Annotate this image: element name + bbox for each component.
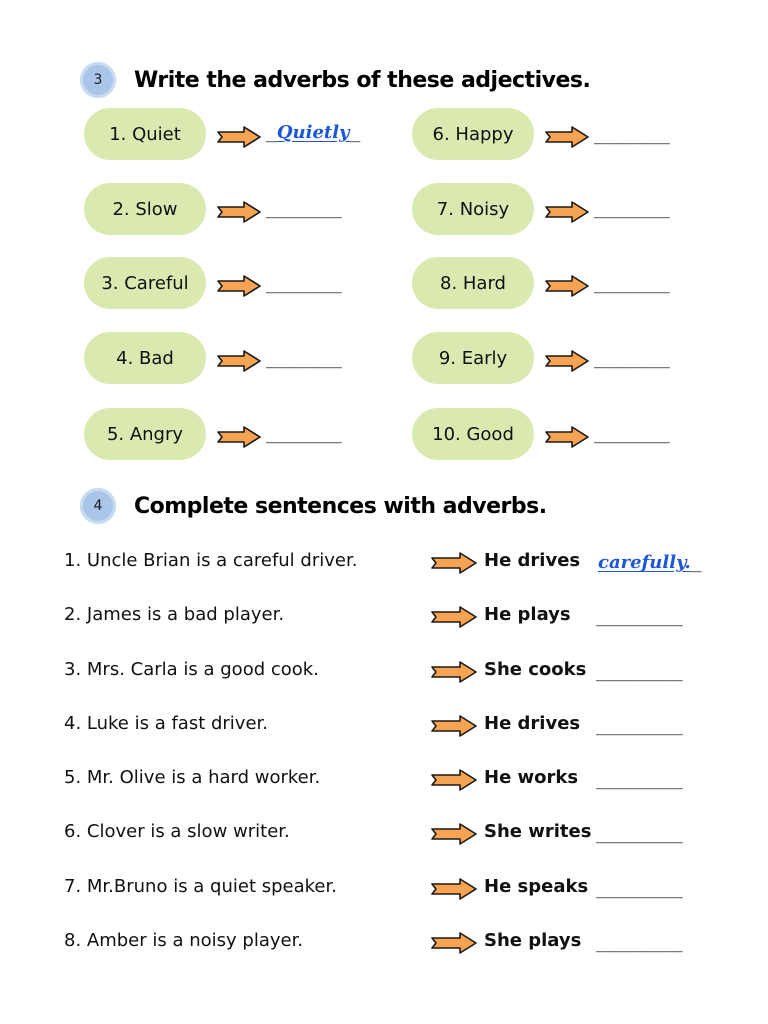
- prompt-text: He drives: [484, 550, 581, 571]
- handwritten-answer: carefully.: [598, 552, 691, 573]
- right-arrow-icon: [544, 274, 590, 298]
- adjective-pill: 3. Careful: [84, 257, 206, 309]
- right-arrow-icon: [430, 768, 478, 792]
- answer-blank[interactable]: _______: [594, 198, 670, 219]
- right-arrow-icon: [544, 349, 590, 373]
- answer-blank[interactable]: _______: [594, 423, 670, 444]
- answer-blank[interactable]: _______: [266, 348, 342, 369]
- right-arrow-icon: [216, 274, 262, 298]
- adjective-pill: 1. Quiet: [84, 108, 206, 160]
- answer-blank[interactable]: _______: [594, 124, 670, 145]
- answer-line[interactable]: [598, 552, 702, 573]
- prompt-text: She writes: [484, 821, 592, 842]
- right-arrow-icon: [430, 931, 478, 955]
- sentence: 3. Mrs. Carla is a good cook.: [64, 659, 319, 680]
- sentence: 1. Uncle Brian is a careful driver.: [64, 550, 358, 571]
- right-arrow-icon: [544, 200, 590, 224]
- prompt-text: He plays: [484, 604, 571, 625]
- answer-line[interactable]: [266, 122, 360, 143]
- sentence: 5. Mr. Olive is a hard worker.: [64, 767, 321, 788]
- prompt-text: He speaks: [484, 876, 589, 897]
- answer-blank[interactable]: ________: [596, 715, 683, 736]
- right-arrow-icon: [430, 660, 478, 684]
- section-number-badge: 3: [80, 62, 116, 98]
- adjective-pill: 7. Noisy: [412, 183, 534, 235]
- adjective-pill: 4. Bad: [84, 332, 206, 384]
- sentence: 2. James is a bad player.: [64, 604, 285, 625]
- answer-blank[interactable]: ________: [596, 769, 683, 790]
- section-number-badge: 4: [80, 488, 116, 524]
- sentence: 8. Amber is a noisy player.: [64, 930, 304, 951]
- answer-blank[interactable]: _______: [266, 273, 342, 294]
- answer-blank[interactable]: ________: [596, 878, 683, 899]
- section-title: Write the adverbs of these adjectives.: [134, 67, 591, 93]
- right-arrow-icon: [430, 877, 478, 901]
- right-arrow-icon: [544, 425, 590, 449]
- right-arrow-icon: [430, 714, 478, 738]
- sentence: 6. Clover is a slow writer.: [64, 821, 290, 842]
- blank-suffix: _: [349, 122, 361, 143]
- blank-prefix: _: [266, 122, 277, 143]
- right-arrow-icon: [430, 605, 478, 629]
- handwritten-answer: Quietly: [276, 122, 350, 143]
- sentence: 7. Mr.Bruno is a quiet speaker.: [64, 876, 337, 897]
- answer-blank[interactable]: _______: [266, 423, 342, 444]
- section-4-header: [80, 488, 547, 524]
- answer-blank[interactable]: _______: [594, 273, 670, 294]
- adjective-pill: 5. Angry: [84, 408, 206, 460]
- adjective-pill: 2. Slow: [84, 183, 206, 235]
- section-title: Complete sentences with adverbs.: [134, 493, 547, 519]
- answer-blank[interactable]: ________: [596, 932, 683, 953]
- section-3-header: [80, 62, 590, 98]
- adjective-pill: 10. Good: [412, 408, 534, 460]
- prompt-text: She cooks: [484, 659, 587, 680]
- adjective-pill: 9. Early: [412, 332, 534, 384]
- answer-blank[interactable]: _______: [594, 348, 670, 369]
- answer-blank[interactable]: _______: [266, 198, 342, 219]
- prompt-text: He drives: [484, 713, 581, 734]
- prompt-text: He works: [484, 767, 579, 788]
- right-arrow-icon: [216, 425, 262, 449]
- right-arrow-icon: [430, 551, 478, 575]
- prompt-text: She plays: [484, 930, 582, 951]
- right-arrow-icon: [430, 822, 478, 846]
- answer-blank[interactable]: ________: [596, 606, 683, 627]
- right-arrow-icon: [544, 125, 590, 149]
- right-arrow-icon: [216, 200, 262, 224]
- adjective-pill: 6. Happy: [412, 108, 534, 160]
- sentence: 4. Luke is a fast driver.: [64, 713, 268, 734]
- answer-blank[interactable]: ________: [596, 823, 683, 844]
- right-arrow-icon: [216, 125, 262, 149]
- answer-blank[interactable]: ________: [596, 661, 683, 682]
- adjective-pill: 8. Hard: [412, 257, 534, 309]
- blank-suffix: _: [690, 552, 702, 573]
- right-arrow-icon: [216, 349, 262, 373]
